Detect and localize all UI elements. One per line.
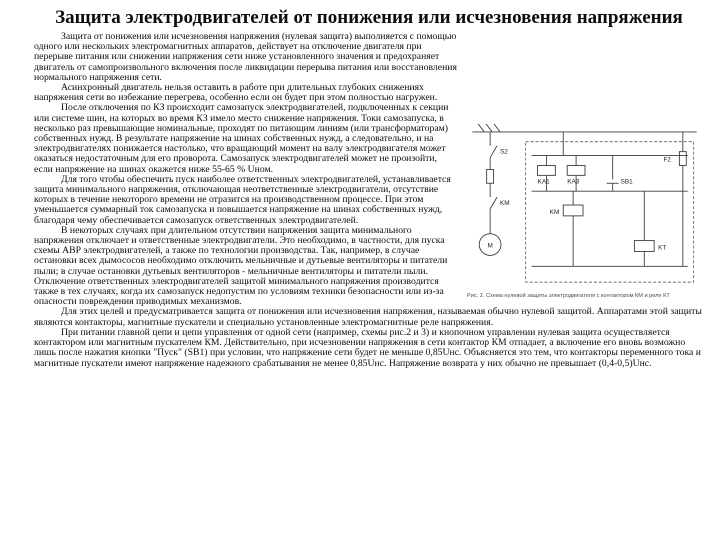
f2-fuse-box (679, 152, 686, 166)
fuse-symbol (487, 169, 494, 183)
paragraph-6: Для этих целей и предусматривается защита от понижения или исчезновения напряжения, называемая обычно нулевой защитой. Аппаратами этой защиты являются контакторы, магнитные пускатели и специально установленные электромагнитные реле напряжения. (34, 306, 702, 328)
ka3-relay-box (567, 165, 585, 175)
motor-label: М (487, 242, 493, 250)
paragraph-1: Защита от понижения или исчезновения напряжения (нулевая защита) выполняется с помощью одного или нескольких электромагнитных аппаратов, действует на отключение двигателя при перерыве питания или снижении напряжения сети ниже установленного значения и предохраняет двигатель от самопроизвольного включения после ликвидации перерыва питания или восстановления нормального напряжения сети. (34, 31, 457, 83)
sb1-label: SB1 (620, 178, 633, 186)
circuit-diagram (467, 32, 704, 300)
paragraph-7: При питании главной цепи и цепи управления от одной сети (например, схемы рис.2 и 3) и кнопочном управлении нулевая защита осуществляется контактором или магнитным пускателем КМ. Действительно, при исчезновении напряжения в сети контактор КМ отпадает, а включение его вновь возможно лишь после нажатия кнопки "Пуск" (SB1) при условии, что напряжение сети будет не меньше 0,85Uнс. Объясняется это тем, что контакторы переменного тока и магнитные пускатели имеют напряжение надежного срабатывания не менее 0,85Uнс. Напряжение возврата у них обычно не превышает (0,4-0,5)Uнс. (34, 326, 701, 369)
paragraph-2: Асинхронный двигатель нельзя оставить в работе при длительных глубоких снижениях напряжения сети во избежание перегрева, особенно если он будет при этом полностью нагружен. (34, 82, 438, 104)
supply-ticks-icon (478, 124, 500, 132)
ka1-relay-box (538, 165, 556, 175)
paragraph-4: Для того чтобы обеспечить пуск наиболее ответственных электродвигателей, устанавливается защита минимального напряжения, отключающая неответственные электродвигатели, отсутствие которых в течение некоторого времени не отразится на производственном процессе. При этом уменьшается суммарный ток самозапуска и повышается напряжение на шинах собственных нужд, благодаря чему обеспечивается самозапуск ответственных электродвигателей. (34, 173, 451, 226)
ka1-label: KA1 (537, 178, 550, 186)
km-main-contact-label: KM (500, 200, 510, 208)
paragraph-5: В некоторых случаях при длительном отсутствии напряжения защита минимального напряжения отключает и ответственные электродвигатели. Это необходимо, в частности, для пуска схемы АВР электродвигателей, а также по технологии производства. Так, например, в случае остановки всех дымососов необходимо отключить мельничные и дутьевые вентиляторы и питатели пыли; в случае остановки дутьевых вентиляторов - мельничные вентиляторы и питатели пыли. Отключение ответственных электродвигателей защитой минимального напряжения производится также в тех случаях, когда их самозапуск недопустим по условиям техники безопасности или из-за опасности повреждения приводимых механизмов. (34, 224, 448, 308)
document-body (34, 32, 704, 369)
kt-relay-box (634, 241, 654, 252)
f2-label: F2 (663, 156, 671, 164)
paragraph-3: После отключения по КЗ происходит самозапуск электродвигателей, подключенных к секции или системе шин, на которых во время КЗ имело место снижение напряжения. Токи самозапуска, в несколько раз превышающие номинальные, проходят по питающим линиям (или трансформаторам) собственных нужд. В результате напряжение на шинах собственных нужд, а следовательно, и на электродвигателях понижается настолько, что вращающий момент на валу электродвигателя может оказаться недостаточным для его проворота. Самозапуск электродвигателей может не произойти, если напряжение на шинах окажется ниже 55-65 % Uном. (34, 102, 449, 175)
km-coil-box (563, 205, 583, 216)
s2-label: S2 (500, 148, 508, 156)
page-title: Защита электродвигателей от понижения или исчезновения напряжения (55, 7, 683, 28)
kt-label: KT (658, 244, 667, 252)
diagram-caption: Рис. 2. Схема нулевой защиты электродвигателя с контактором КМ и реле КТ (467, 293, 670, 299)
circuit-schematic (467, 122, 702, 290)
ka3-label: KA3 (567, 178, 580, 186)
motor-branch (479, 132, 501, 256)
km-coil-label: KM (549, 208, 560, 216)
